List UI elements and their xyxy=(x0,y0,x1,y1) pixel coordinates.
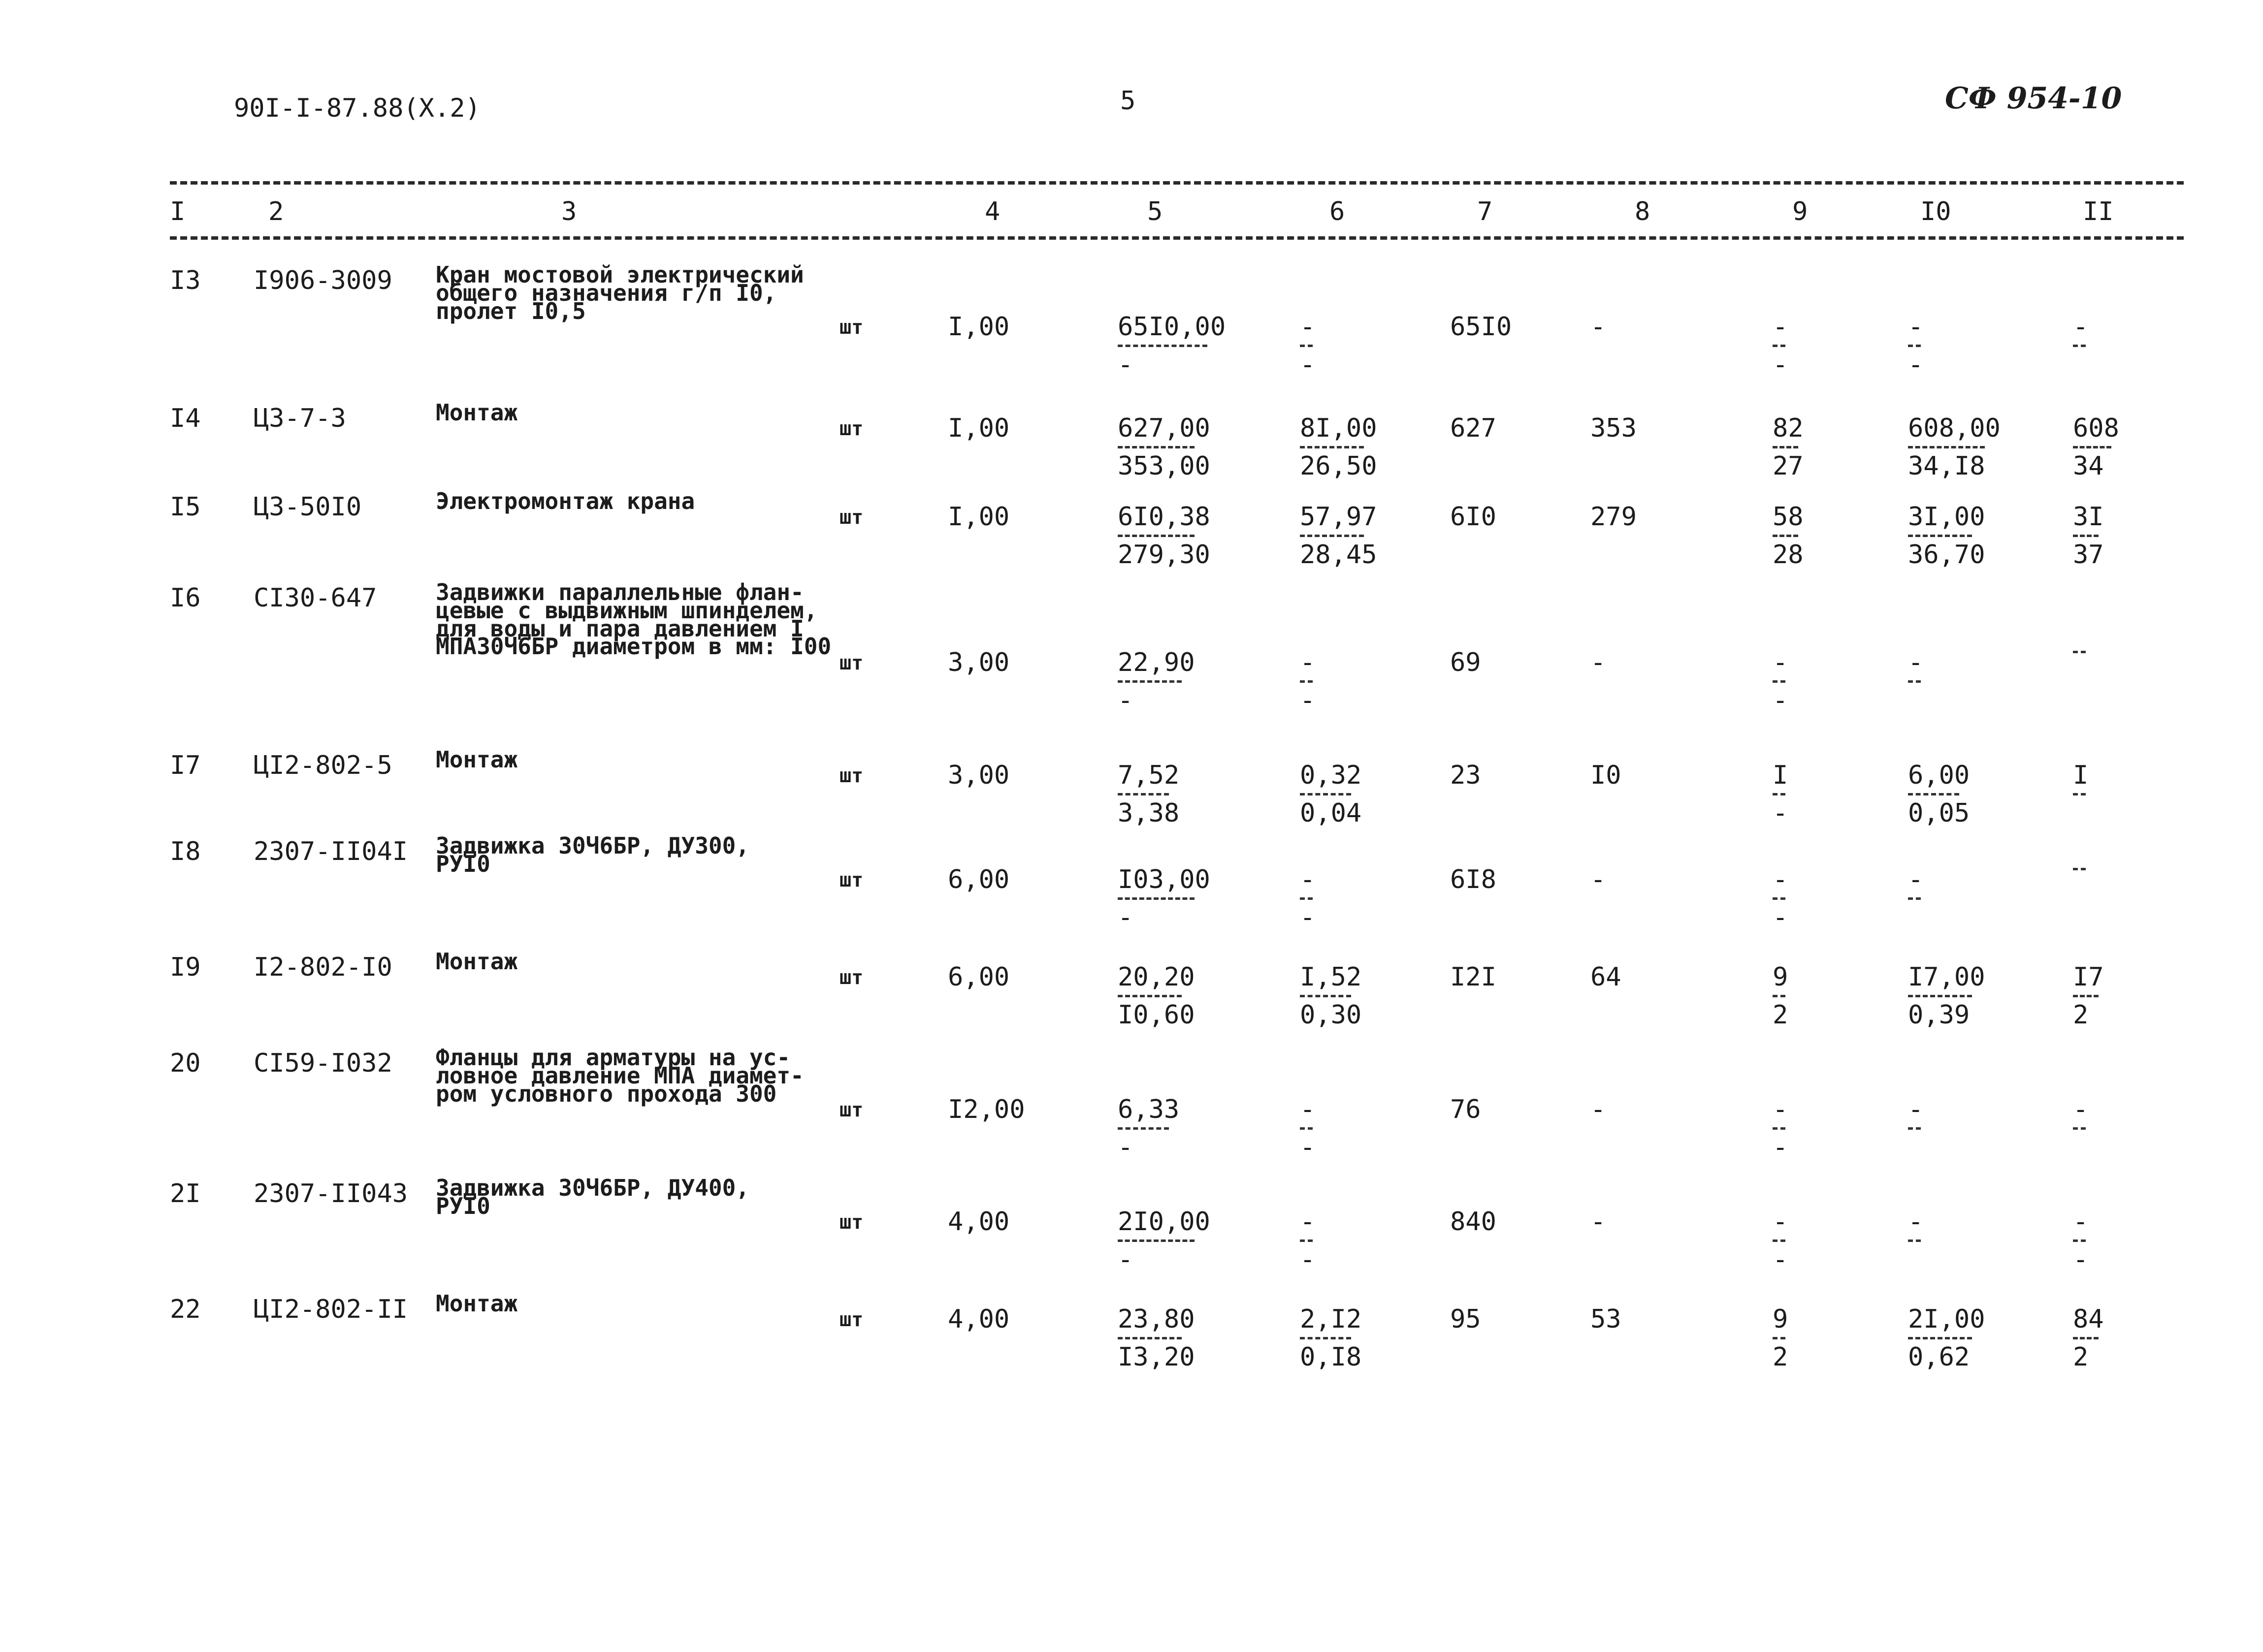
row-c10-fraction xyxy=(1908,1304,1985,1372)
row-c8: - xyxy=(1590,648,1606,677)
row-c8: - xyxy=(1590,1207,1606,1237)
row-code: CI30-647 xyxy=(254,583,377,613)
row-c11-numerator: 3I xyxy=(2073,502,2104,532)
row-c6-denominator: - xyxy=(1300,350,1316,380)
row-c10-fraction xyxy=(1908,648,1923,686)
page-number: 5 xyxy=(1120,86,1136,116)
row-c10-denominator: 34,I8 xyxy=(1908,451,1985,481)
row-c11-numerator: I xyxy=(2073,761,2089,790)
fraction-bar xyxy=(2073,1239,2086,1242)
fraction-bar xyxy=(1118,897,1195,900)
row-number: I9 xyxy=(170,953,201,982)
row-c9-denominator: - xyxy=(1773,903,1788,932)
row-c6-denominator: 28,45 xyxy=(1300,540,1377,570)
fraction-bar xyxy=(1773,345,1785,347)
fraction-bar xyxy=(1773,897,1785,900)
fraction-bar xyxy=(1773,680,1785,683)
row-c5-denominator: - xyxy=(1118,1133,1133,1162)
row-c10-fraction xyxy=(1908,962,1985,1030)
row-c5-numerator: 22,90 xyxy=(1118,648,1195,677)
fraction-bar xyxy=(1908,897,1921,900)
fraction-bar xyxy=(2073,1337,2099,1339)
row-c10-numerator: - xyxy=(1908,1095,1924,1124)
row-c7: 6I0 xyxy=(1450,502,1496,532)
row-c10-numerator: - xyxy=(1908,1207,1924,1237)
fraction-bar xyxy=(2073,995,2099,997)
row-c5-numerator: 20,20 xyxy=(1118,962,1195,992)
row-number: I4 xyxy=(170,404,201,433)
row-c5-denominator: 279,30 xyxy=(1118,540,1210,570)
row-c9-denominator: 27 xyxy=(1773,451,1804,481)
row-c9-denominator: - xyxy=(1773,1133,1788,1162)
row-quantity: I,00 xyxy=(948,502,1010,532)
row-c8: - xyxy=(1590,312,1606,342)
row-c5-denominator: - xyxy=(1118,686,1133,715)
row-c5-fraction xyxy=(1118,761,1179,828)
row-c9-fraction xyxy=(1773,648,1788,715)
row-code: I906-3009 xyxy=(254,266,392,295)
sheet-code: СФ 954-10 xyxy=(1945,81,2122,116)
row-c10-denominator: 36,70 xyxy=(1908,540,1985,570)
row-c9-fraction xyxy=(1773,1207,1788,1274)
row-c9-numerator: - xyxy=(1773,865,1788,894)
fraction-bar xyxy=(1300,345,1313,347)
row-unit: шт xyxy=(840,869,864,891)
row-unit: шт xyxy=(840,652,864,674)
row-c6-numerator: - xyxy=(1300,865,1316,894)
column-header: 2 xyxy=(268,197,284,226)
row-c6-numerator: 0,32 xyxy=(1300,761,1362,790)
row-c6-numerator: 57,97 xyxy=(1300,502,1377,532)
row-c5-fraction xyxy=(1118,312,1226,380)
fraction-bar xyxy=(2073,345,2086,347)
row-number: 22 xyxy=(170,1295,201,1324)
fraction-bar xyxy=(1300,897,1313,900)
row-c9-fraction xyxy=(1773,1304,1788,1372)
row-c9-denominator: 2 xyxy=(1773,1342,1788,1372)
fraction-bar xyxy=(1118,793,1169,795)
row-c7: I2I xyxy=(1450,962,1496,992)
row-c6-denominator: - xyxy=(1300,1133,1316,1162)
row-c11-denominator: 2 xyxy=(2073,1000,2089,1030)
fraction-bar xyxy=(1300,680,1313,683)
row-code: ЦЗ-50I0 xyxy=(254,492,362,522)
row-unit: шт xyxy=(840,417,864,440)
fraction-bar xyxy=(1773,793,1785,795)
row-c6-fraction xyxy=(1300,1304,1361,1372)
row-number: I5 xyxy=(170,492,201,522)
row-c6-fraction xyxy=(1300,413,1377,481)
fraction-bar xyxy=(1300,535,1364,537)
row-c6-fraction xyxy=(1300,502,1377,570)
row-c11-fraction xyxy=(2073,312,2088,350)
column-header: II xyxy=(2083,197,2114,226)
row-description: Монтаж xyxy=(436,746,518,773)
row-c6-denominator: - xyxy=(1300,1245,1316,1274)
row-quantity: 6,00 xyxy=(948,962,1010,992)
row-c11-denominator: - xyxy=(2073,1245,2089,1274)
column-header: I0 xyxy=(1920,197,1951,226)
row-c9-denominator: - xyxy=(1773,350,1788,380)
row-c7: 840 xyxy=(1450,1207,1496,1237)
row-c10-fraction xyxy=(1908,761,1970,828)
fraction-bar xyxy=(1773,995,1785,997)
row-c11-fraction xyxy=(2073,1207,2088,1274)
row-c6-fraction xyxy=(1300,312,1315,380)
row-c7: 69 xyxy=(1450,648,1481,677)
row-c8: 64 xyxy=(1590,962,1621,992)
row-description: Фланцы для арматуры на ус- ловное давление МПА диамет- ром условного прохода 300 xyxy=(436,1044,804,1107)
fraction-bar xyxy=(1773,446,1798,448)
row-c5-fraction xyxy=(1118,413,1210,481)
row-c6-numerator: - xyxy=(1300,1207,1316,1237)
column-header: I xyxy=(170,197,186,226)
row-c6-numerator: 8I,00 xyxy=(1300,413,1377,443)
row-c6-denominator: 26,50 xyxy=(1300,451,1377,481)
row-quantity: I,00 xyxy=(948,312,1010,342)
row-c7: 6I8 xyxy=(1450,865,1496,894)
column-header: 6 xyxy=(1329,197,1345,226)
row-c11-fraction xyxy=(2073,1304,2104,1372)
row-c6-denominator: - xyxy=(1300,903,1316,932)
row-quantity: I2,00 xyxy=(948,1095,1025,1124)
fraction-bar xyxy=(1908,345,1921,347)
row-number: 20 xyxy=(170,1048,201,1078)
row-c7: 23 xyxy=(1450,761,1481,790)
row-c11-fraction xyxy=(2073,648,2086,656)
row-c10-denominator: 0,05 xyxy=(1908,798,1970,828)
fraction-bar xyxy=(1908,1337,1972,1339)
row-c6-denominator: 0,I8 xyxy=(1300,1342,1362,1372)
row-c9-fraction xyxy=(1773,1095,1788,1162)
row-c7: 76 xyxy=(1450,1095,1481,1124)
column-header: 9 xyxy=(1792,197,1808,226)
row-c7: 95 xyxy=(1450,1304,1481,1334)
row-c5-denominator: - xyxy=(1118,903,1133,932)
fraction-bar xyxy=(1908,1239,1921,1242)
row-number: 2I xyxy=(170,1179,201,1208)
row-c10-numerator: 6,00 xyxy=(1908,761,1970,790)
row-c8: - xyxy=(1590,865,1606,894)
row-c11-numerator: 84 xyxy=(2073,1304,2104,1334)
row-c11-fraction xyxy=(2073,1095,2088,1133)
fraction-bar xyxy=(1773,535,1798,537)
row-c5-fraction xyxy=(1118,648,1195,715)
row-c9-denominator: - xyxy=(1773,1245,1788,1274)
row-c9-numerator: 58 xyxy=(1773,502,1804,532)
row-code: I2-802-I0 xyxy=(254,953,392,982)
fraction-bar xyxy=(1300,793,1351,795)
row-unit: шт xyxy=(840,1308,864,1331)
column-header: 4 xyxy=(985,197,1001,226)
row-c8: - xyxy=(1590,1095,1606,1124)
row-c5-numerator: 7,52 xyxy=(1118,761,1180,790)
row-c9-numerator: 82 xyxy=(1773,413,1804,443)
row-c9-denominator: - xyxy=(1773,798,1788,828)
row-unit: шт xyxy=(840,966,864,989)
row-c5-numerator: I03,00 xyxy=(1118,865,1210,894)
header-rule-top xyxy=(170,181,2184,185)
row-c10-numerator: 608,00 xyxy=(1908,413,2001,443)
row-c10-numerator: - xyxy=(1908,648,1924,677)
row-c5-denominator: 353,00 xyxy=(1118,451,1210,481)
row-c10-fraction xyxy=(1908,1095,1923,1133)
fraction-bar xyxy=(2073,793,2086,795)
row-c5-fraction xyxy=(1118,1207,1210,1274)
row-c7: 65I0 xyxy=(1450,312,1512,342)
row-quantity: 3,00 xyxy=(948,761,1010,790)
row-c9-fraction xyxy=(1773,502,1804,570)
row-c6-numerator: 2,I2 xyxy=(1300,1304,1362,1334)
fraction-bar xyxy=(1908,1127,1921,1130)
row-c5-denominator: - xyxy=(1118,350,1133,380)
fraction-bar xyxy=(1118,1127,1169,1130)
fraction-bar xyxy=(1908,535,1972,537)
row-c11-numerator: - xyxy=(2073,1095,2089,1124)
fraction-bar xyxy=(1300,1239,1313,1242)
fraction-bar xyxy=(1118,345,1207,347)
fraction-bar xyxy=(1908,793,1959,795)
row-c5-fraction xyxy=(1118,1304,1195,1372)
row-c11-fraction xyxy=(2073,761,2088,798)
row-c11-denominator: 34 xyxy=(2073,451,2104,481)
row-code: CI59-I032 xyxy=(254,1048,392,1078)
fraction-bar xyxy=(1908,995,1972,997)
row-c5-numerator: 627,00 xyxy=(1118,413,1210,443)
row-c5-denominator: 3,38 xyxy=(1118,798,1180,828)
row-unit: шт xyxy=(840,1211,864,1234)
row-c11-fraction xyxy=(2073,962,2104,1030)
row-c6-numerator: - xyxy=(1300,312,1316,342)
row-c10-fraction xyxy=(1908,502,1985,570)
row-quantity: 6,00 xyxy=(948,865,1010,894)
row-number: I3 xyxy=(170,266,201,295)
row-unit: шт xyxy=(840,1099,864,1121)
row-c9-denominator: 2 xyxy=(1773,1000,1788,1030)
row-c6-numerator: - xyxy=(1300,1095,1316,1124)
row-code: 2307-II043 xyxy=(254,1179,408,1208)
fraction-bar xyxy=(1908,446,1985,448)
row-number: I8 xyxy=(170,837,201,866)
row-c10-fraction xyxy=(1908,1207,1923,1245)
column-header: 5 xyxy=(1147,197,1163,226)
row-unit: шт xyxy=(840,506,864,529)
row-code: ЦI2-802-II xyxy=(254,1295,408,1324)
row-c9-numerator: 9 xyxy=(1773,962,1788,992)
row-description: Задвижки параллельные флан- цевые с выдвижным шпинделем, для воды и пара давлением I МПА30Ч6БР диаметром в мм: I00 xyxy=(436,579,832,660)
row-c9-numerator: - xyxy=(1773,1095,1788,1124)
row-c5-fraction xyxy=(1118,865,1210,932)
fraction-bar xyxy=(2073,535,2099,537)
row-unit: шт xyxy=(840,764,864,787)
row-c9-fraction xyxy=(1773,962,1788,1030)
row-description: Монтаж xyxy=(436,1290,518,1317)
row-code: ЦЗ-7-3 xyxy=(254,404,346,433)
row-c6-fraction xyxy=(1300,761,1361,828)
row-c9-numerator: 9 xyxy=(1773,1304,1788,1334)
fraction-bar xyxy=(1118,1337,1182,1339)
row-c11-numerator: - xyxy=(2073,1207,2089,1237)
row-c5-numerator: 2I0,00 xyxy=(1118,1207,1210,1237)
row-c6-numerator: I,52 xyxy=(1300,962,1362,992)
row-c10-numerator: 2I,00 xyxy=(1908,1304,1985,1334)
row-unit: шт xyxy=(840,316,864,339)
row-c10-numerator: 3I,00 xyxy=(1908,502,1985,532)
row-c5-numerator: 6,33 xyxy=(1118,1095,1180,1124)
fraction-bar xyxy=(1908,680,1921,683)
row-c11-fraction xyxy=(2073,413,2119,481)
row-c6-denominator: 0,30 xyxy=(1300,1000,1362,1030)
row-c9-fraction xyxy=(1773,312,1788,380)
row-c9-numerator: I xyxy=(1773,761,1788,790)
column-header: 3 xyxy=(561,197,577,226)
fraction-bar xyxy=(1773,1239,1785,1242)
row-description: Монтаж xyxy=(436,948,518,975)
row-c9-denominator: 28 xyxy=(1773,540,1804,570)
row-c10-denominator: - xyxy=(1908,350,1924,380)
fraction-bar xyxy=(1300,1127,1313,1130)
row-c11-numerator: I7 xyxy=(2073,962,2104,992)
row-c10-fraction xyxy=(1908,312,1923,380)
row-description: Задвижка 30Ч6БР, ДУ300, РУI0 xyxy=(436,832,749,877)
row-c5-denominator: I0,60 xyxy=(1118,1000,1195,1030)
row-c11-fraction xyxy=(2073,865,2086,873)
row-description: Задвижка 30Ч6БР, ДУ400, РУI0 xyxy=(436,1175,749,1219)
row-c5-denominator: I3,20 xyxy=(1118,1342,1195,1372)
row-c9-fraction xyxy=(1773,865,1788,932)
fraction-bar xyxy=(1300,1337,1351,1339)
row-number: I7 xyxy=(170,751,201,780)
row-c11-denominator: 37 xyxy=(2073,540,2104,570)
row-c10-fraction xyxy=(1908,413,2001,481)
fraction-bar xyxy=(1118,680,1182,683)
row-quantity: 3,00 xyxy=(948,648,1010,677)
row-c5-denominator: - xyxy=(1118,1245,1133,1274)
row-code: ЦI2-802-5 xyxy=(254,751,392,780)
row-quantity: 4,00 xyxy=(948,1207,1010,1237)
row-c11-numerator: 608 xyxy=(2073,413,2119,443)
row-c6-numerator: - xyxy=(1300,648,1316,677)
row-c9-numerator: - xyxy=(1773,312,1788,342)
row-c6-denominator: 0,04 xyxy=(1300,798,1362,828)
row-c5-fraction xyxy=(1118,1095,1179,1162)
row-number: I6 xyxy=(170,583,201,613)
header-rule-bottom xyxy=(170,236,2184,240)
row-c6-fraction xyxy=(1300,1095,1315,1162)
row-c6-fraction xyxy=(1300,865,1315,932)
row-c7: 627 xyxy=(1450,413,1496,443)
fraction-bar xyxy=(1118,535,1195,537)
row-c8: 353 xyxy=(1590,413,1637,443)
row-c10-fraction xyxy=(1908,865,1923,903)
row-c9-numerator: - xyxy=(1773,648,1788,677)
row-c9-denominator: - xyxy=(1773,686,1788,715)
row-c10-numerator: I7,00 xyxy=(1908,962,1985,992)
fraction-bar xyxy=(1118,1239,1195,1242)
row-c9-fraction xyxy=(1773,413,1804,481)
row-quantity: 4,00 xyxy=(948,1304,1010,1334)
row-c5-numerator: 6I0,38 xyxy=(1118,502,1210,532)
row-c5-numerator: 65I0,00 xyxy=(1118,312,1226,342)
column-header: 7 xyxy=(1477,197,1493,226)
fraction-bar xyxy=(1300,995,1351,997)
row-c11-numerator: - xyxy=(2073,312,2089,342)
row-c6-denominator: - xyxy=(1300,686,1316,715)
fraction-bar xyxy=(1118,995,1182,997)
row-c10-denominator: 0,62 xyxy=(1908,1342,1970,1372)
row-c10-numerator: - xyxy=(1908,865,1924,894)
column-header: 8 xyxy=(1635,197,1650,226)
fraction-bar xyxy=(1118,446,1195,448)
fraction-bar xyxy=(2073,446,2111,448)
row-c6-fraction xyxy=(1300,1207,1315,1274)
row-c5-numerator: 23,80 xyxy=(1118,1304,1195,1334)
row-description: Кран мостовой электрический общего назначения г/п I0, пролет I0,5 xyxy=(436,261,804,324)
row-c8: 279 xyxy=(1590,502,1637,532)
fraction-bar xyxy=(2073,1127,2086,1130)
fraction-bar xyxy=(1300,446,1364,448)
row-c5-fraction xyxy=(1118,502,1210,570)
row-c6-fraction xyxy=(1300,648,1315,715)
row-quantity: I,00 xyxy=(948,413,1010,443)
row-c10-numerator: - xyxy=(1908,312,1924,342)
row-c11-denominator: 2 xyxy=(2073,1342,2089,1372)
row-c6-fraction xyxy=(1300,962,1361,1030)
row-c5-fraction xyxy=(1118,962,1195,1030)
document-code: 90I-I-87.88(X.2) xyxy=(234,94,481,123)
fraction-bar xyxy=(1773,1127,1785,1130)
row-c9-numerator: - xyxy=(1773,1207,1788,1237)
row-description: Монтаж xyxy=(436,399,518,426)
row-c9-fraction xyxy=(1773,761,1788,828)
fraction-bar xyxy=(2073,868,2086,870)
row-c10-denominator: 0,39 xyxy=(1908,1000,1970,1030)
row-c8: 53 xyxy=(1590,1304,1621,1334)
row-description: Электромонтаж крана xyxy=(436,488,695,514)
fraction-bar xyxy=(2073,651,2086,653)
fraction-bar xyxy=(1773,1337,1785,1339)
row-c8: I0 xyxy=(1590,761,1621,790)
row-code: 2307-II04I xyxy=(254,837,408,866)
row-c11-fraction xyxy=(2073,502,2104,570)
